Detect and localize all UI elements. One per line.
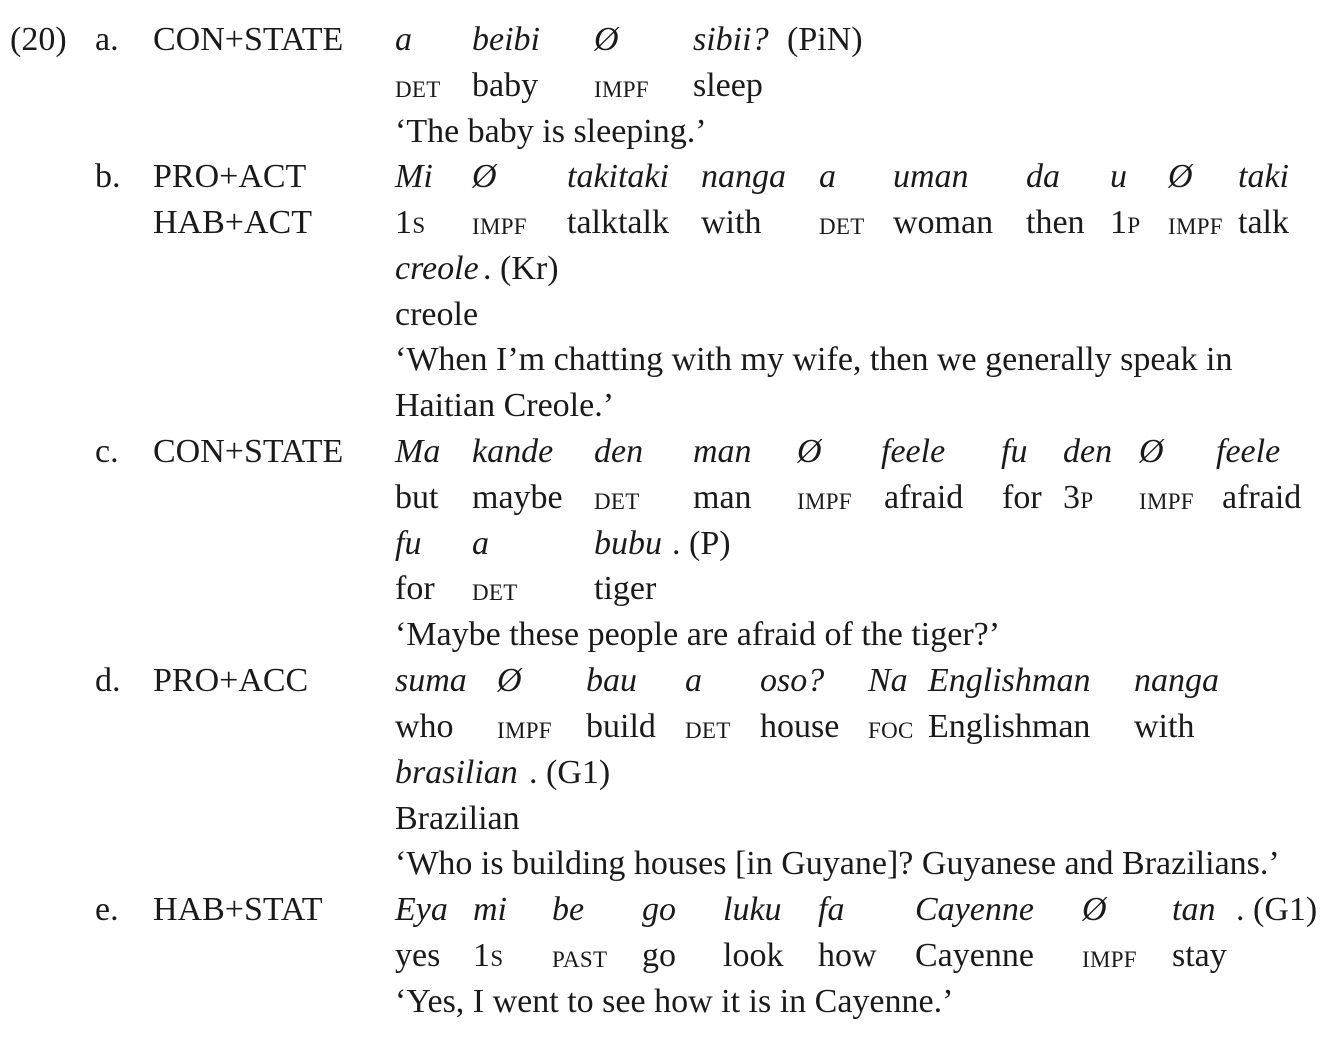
gloss-word: Cayenne xyxy=(915,937,1034,974)
line-text: ‘The baby is sleeping.’ xyxy=(395,113,707,150)
gloss-word: bubu xyxy=(594,525,662,562)
line-text: creole xyxy=(395,296,479,333)
gloss-word: 1S xyxy=(395,204,426,241)
source-word: a xyxy=(685,662,702,699)
source-word: tan xyxy=(1172,891,1216,928)
source-word: da xyxy=(1026,158,1060,195)
gloss-word: stay xyxy=(1172,937,1227,974)
gloss-word: afraid xyxy=(1222,479,1302,516)
gloss-word: woman xyxy=(893,204,994,241)
source-word: Ø xyxy=(497,662,522,699)
gloss-word: DET xyxy=(472,580,518,605)
gloss-word: talk xyxy=(1238,204,1289,241)
gloss-word: DET xyxy=(685,718,731,743)
category-label: PRO+ACT xyxy=(153,158,307,195)
source-word: fu xyxy=(1001,433,1028,470)
source-word: uman xyxy=(893,158,969,195)
gloss-word: DET xyxy=(819,214,865,239)
gloss-word: tiger xyxy=(594,570,657,607)
source-word: a xyxy=(395,21,412,58)
source-word: beibi xyxy=(472,21,540,58)
gloss-word: . (P) xyxy=(672,525,731,562)
line-text: Brazilian xyxy=(395,800,520,837)
source-word: feele xyxy=(881,433,946,470)
gloss-word: Englishman xyxy=(928,708,1091,745)
gloss-word: who xyxy=(395,708,454,745)
gloss-word: PAST xyxy=(552,947,608,972)
gloss-word: DET xyxy=(395,77,441,102)
gloss-word: fu xyxy=(395,525,422,562)
gloss-word: . (G1) xyxy=(529,754,611,791)
source-word: Ø xyxy=(472,158,497,195)
source-word: suma xyxy=(395,662,467,699)
category-label: HAB+STAT xyxy=(153,891,323,928)
item-letter: e. xyxy=(95,891,119,928)
gloss-word: go xyxy=(642,937,676,974)
gloss-word: for xyxy=(395,570,435,607)
source-word: bau xyxy=(586,662,637,699)
source-word: luku xyxy=(723,891,782,928)
source-word: Englishman xyxy=(928,662,1091,699)
source-word: oso? xyxy=(760,662,825,699)
item-letter: c. xyxy=(95,433,119,470)
gloss-word: 3P xyxy=(1063,479,1094,516)
gloss-word: IMPF xyxy=(472,214,527,239)
gloss-word: but xyxy=(395,479,439,516)
source-word: Ø xyxy=(1139,433,1164,470)
gloss-word: IMPF xyxy=(797,489,852,514)
line-text: ‘When I’m chatting with my wife, then we generally speak in xyxy=(395,341,1233,378)
gloss-word: . (Kr) xyxy=(483,250,559,287)
source-word: be xyxy=(552,891,585,928)
gloss-word: IMPF xyxy=(1082,947,1137,972)
line-text: ‘Who is building houses [in Guyane]? Guyanese and Brazilians.’ xyxy=(395,845,1280,882)
source-word: Na xyxy=(868,662,908,699)
gloss-word: afraid xyxy=(884,479,964,516)
gloss-word: 1S xyxy=(473,937,504,974)
gloss-word: with xyxy=(701,204,762,241)
line-text: Haitian Creole.’ xyxy=(395,387,615,424)
gloss-word: look xyxy=(723,937,784,974)
gloss-word: baby xyxy=(472,67,539,104)
item-letter: d. xyxy=(95,662,121,699)
source-word: Ø xyxy=(1168,158,1193,195)
gloss-word: IMPF xyxy=(1139,489,1194,514)
source-word: sibii? xyxy=(693,21,769,58)
gloss-word: talktalk xyxy=(567,204,669,241)
gloss-word: creole xyxy=(395,250,479,287)
source-word: fa xyxy=(818,891,845,928)
source-word: (PiN) xyxy=(787,21,863,58)
gloss-word: build xyxy=(586,708,656,745)
source-word: Ø xyxy=(1082,891,1107,928)
gloss-word: 1P xyxy=(1110,204,1141,241)
gloss-word: FOC xyxy=(868,718,914,743)
source-word: Eya xyxy=(395,891,448,928)
source-word: den xyxy=(594,433,644,470)
source-word: Cayenne xyxy=(915,891,1034,928)
gloss-word: brasilian xyxy=(395,754,518,791)
gloss-word: how xyxy=(818,937,877,974)
category-label: PRO+ACC xyxy=(153,662,309,699)
source-word: . (G1) xyxy=(1236,891,1318,928)
example-number: (20) xyxy=(10,21,67,58)
gloss-word: a xyxy=(472,525,489,562)
source-word: Ø xyxy=(594,21,619,58)
line-text: ‘Maybe these people are afraid of the tiger?’ xyxy=(395,616,1001,653)
gloss-word: maybe xyxy=(472,479,563,516)
source-word: a xyxy=(819,158,836,195)
category-label: CON+STATE xyxy=(153,21,344,58)
gloss-word: yes xyxy=(395,937,441,974)
gloss-word: IMPF xyxy=(1168,214,1223,239)
gloss-word: then xyxy=(1026,204,1085,241)
source-word: man xyxy=(693,433,752,470)
source-word: den xyxy=(1063,433,1113,470)
line-text: ‘Yes, I went to see how it is in Cayenne.’ xyxy=(395,983,954,1020)
source-word: nanga xyxy=(701,158,786,195)
source-word: go xyxy=(642,891,676,928)
gloss-word: IMPF xyxy=(497,718,552,743)
gloss-word: with xyxy=(1134,708,1195,745)
gloss-word: IMPF xyxy=(594,77,649,102)
item-letter: b. xyxy=(95,158,121,195)
source-word: Ø xyxy=(797,433,822,470)
source-word: feele xyxy=(1216,433,1281,470)
source-word: takitaki xyxy=(567,158,669,195)
source-word: Mi xyxy=(395,158,433,195)
item-letter: a. xyxy=(95,21,119,58)
source-word: mi xyxy=(473,891,507,928)
source-word: taki xyxy=(1238,158,1289,195)
source-word: kande xyxy=(472,433,554,470)
source-word: nanga xyxy=(1134,662,1219,699)
gloss-word: DET xyxy=(594,489,640,514)
source-word: Ma xyxy=(395,433,441,470)
gloss-word: man xyxy=(693,479,752,516)
category-label: HAB+ACT xyxy=(153,204,312,241)
gloss-word: sleep xyxy=(693,67,763,104)
source-word: u xyxy=(1110,158,1127,195)
gloss-word: house xyxy=(760,708,840,745)
gloss-word: for xyxy=(1002,479,1042,516)
category-label: CON+STATE xyxy=(153,433,344,470)
